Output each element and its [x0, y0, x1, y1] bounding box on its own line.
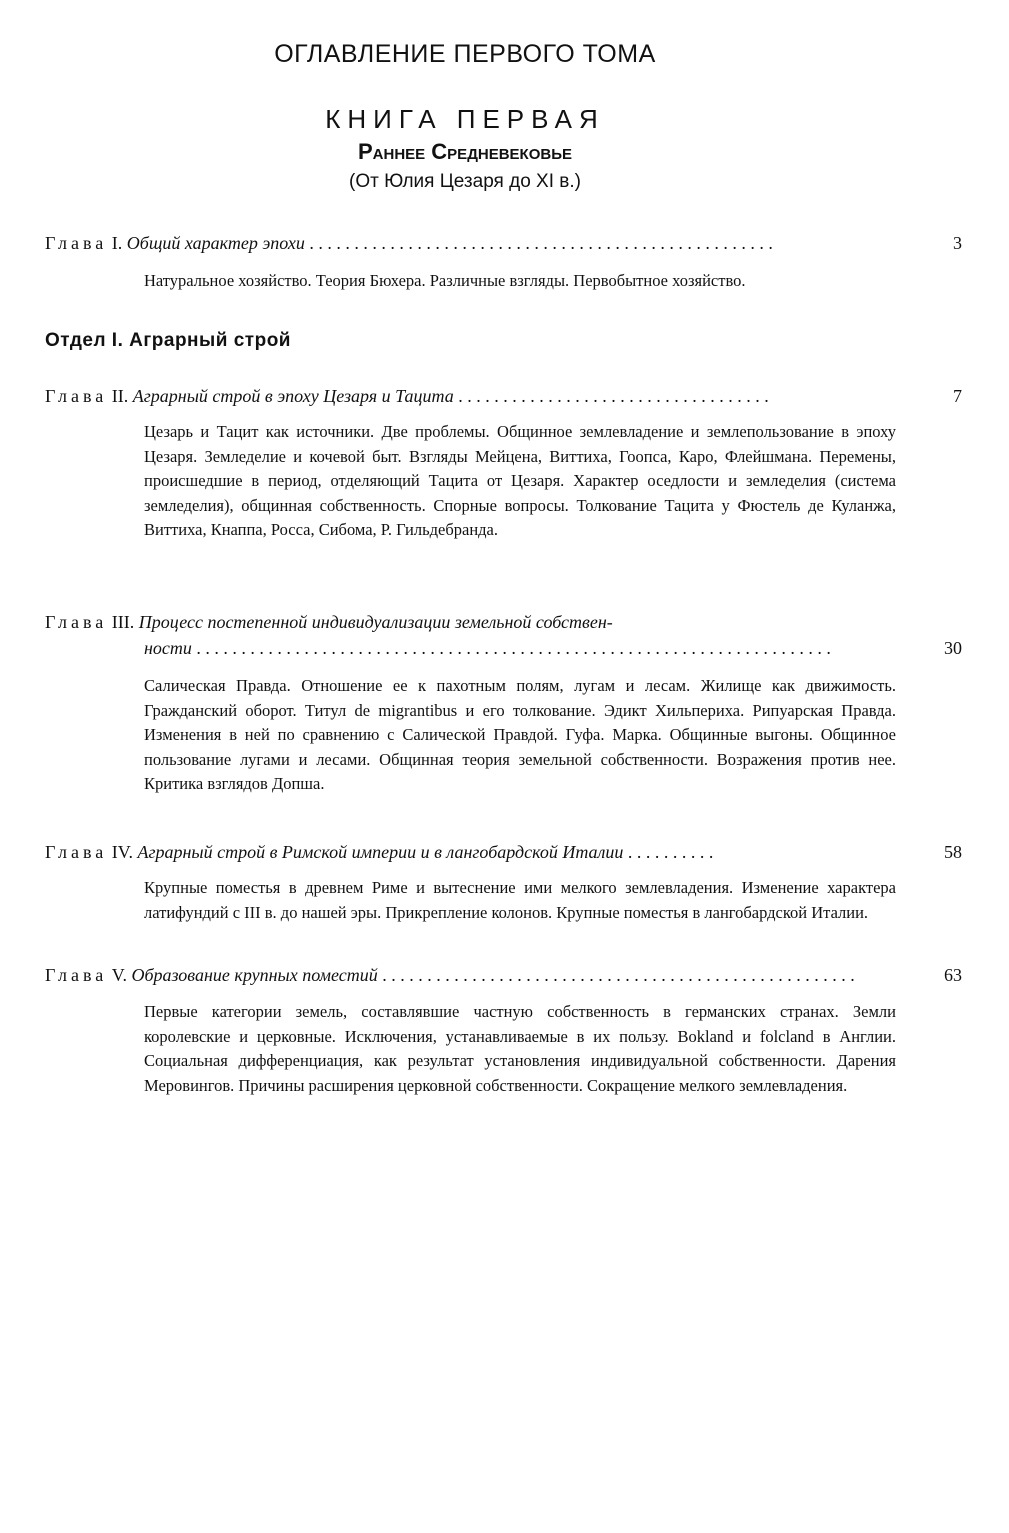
- chapter-number: V.: [111, 965, 127, 985]
- dot-leader: . . . . . . . . . . . . . . . . . . . . . . . . . . . . . . . . . . .: [458, 386, 769, 406]
- chapter-title: Аграрный строй в Римской империи и в лангобардской Италии: [137, 842, 624, 862]
- chapter-entry-4[interactable]: [45, 840, 900, 864]
- book-period: (От Юлия Цезаря до XI в.): [349, 171, 581, 192]
- chapter-number: II.: [111, 386, 129, 406]
- chapter-word: Глава: [45, 612, 108, 632]
- chapter-title: Общий характер эпохи: [126, 233, 305, 253]
- chapter-number: I.: [111, 233, 123, 253]
- chapter-entry-3-cont[interactable]: [144, 636, 900, 660]
- chapter-word: Глава: [45, 965, 108, 985]
- book-subtitle: Раннее Средневековье: [358, 139, 572, 164]
- chapter-title: Аграрный строй в эпоху Цезаря и Тацита: [132, 386, 454, 406]
- chapter-title: Образование крупных поместий: [131, 965, 378, 985]
- book-title: КНИГА ПЕРВАЯ: [325, 104, 605, 134]
- chapter-page-number: 63: [944, 965, 962, 985]
- chapter-entry-5[interactable]: [45, 963, 900, 987]
- chapter-word: Глава: [45, 842, 108, 862]
- chapter-entry-3[interactable]: [45, 610, 900, 634]
- dot-leader: . . . . . . . . . . . . . . . . . . . . . . . . . . . . . . . . . . . . . . . . . . . . . . . . . . . .: [309, 233, 773, 253]
- dot-leader: . . . . . . . . . . . . . . . . . . . . . . . . . . . . . . . . . . . . . . . . . . . . . . . . . . . . .: [382, 965, 855, 985]
- chapter-title-cont: ности: [144, 638, 192, 658]
- chapter-page-number: 3: [953, 233, 962, 253]
- toc-title: ОГЛАВЛЕНИЕ ПЕРВОГО ТОМА: [274, 40, 656, 68]
- chapter-summary: Салическая Правда. Отношение ее к пахотным полям, лугам и лесам. Жилище как движимость. Гражданский оборот. Титул de migrantibus и его толкование. Эдикт Хильпериха. Рипуарская Правда. Изменения в ней по сравнению с Салической Правдой. Гуфа. Марка. Общинные выгоны. Общинное пользование лугами и лесами. Общинная теория земельной собственности. Возражения против нее. Критика взглядов Допша.: [144, 676, 896, 793]
- chapter-word: Глава: [45, 233, 108, 253]
- chapter-number: IV.: [111, 842, 133, 862]
- chapter-summary: Натуральное хозяйство. Теория Бюхера. Различные взгляды. Первобытное хозяйство.: [144, 271, 746, 290]
- section-heading: Отдел I. Аграрный строй: [45, 330, 291, 351]
- chapter-page-number: 30: [944, 638, 962, 658]
- chapter-summary: Первые категории земель, составлявшие частную собственность в германских странах. Земли королевские и церковные. Исключения, устанавливаемые в их пользу. Bokland и folcland в Англии. Социальная дифференциация, как результат установления индивидуальной собственности. Дарения Меровингов. Причины расширения церковной собственности. Сокращение мелкого землевладения.: [144, 1002, 896, 1095]
- chapter-summary: Крупные поместья в древнем Риме и вытеснение ими мелкого землевладения. Изменение характера латифундий с III в. до нашей эры. Прикрепление колонов. Крупные поместья в лангобардской Италии.: [144, 878, 896, 922]
- dot-leader: . . . . . . . . . .: [627, 842, 714, 862]
- chapter-page-number: 58: [944, 842, 962, 862]
- dot-leader: . . . . . . . . . . . . . . . . . . . . . . . . . . . . . . . . . . . . . . . . . . . . . . . . . . . . . . . . . . . . . . . . . . . . . . .: [196, 638, 831, 658]
- chapter-entry-2[interactable]: [45, 384, 900, 408]
- chapter-entry-1[interactable]: [45, 231, 900, 255]
- chapter-number: III.: [111, 612, 135, 632]
- chapter-title: Процесс постепенной индивидуализации земельной собствен-: [138, 612, 613, 632]
- chapter-word: Глава: [45, 386, 108, 406]
- chapter-summary: Цезарь и Тацит как источники. Две проблемы. Общинное землевладение и землепользование в эпоху Цезаря. Земледелие и кочевой быт. Взгляды Мейцена, Виттиха, Гоопса, Каро, Флейшмана. Перемены, происшедшие в период, отделяющий Тацита от Цезаря. Характер оседлости и земледелия (система земледелия), общинная собственность. Спорные вопросы. Толкование Тацита у Фюстель де Куланжа, Виттиха, Кнаппа, Росса, Сибома, Р. Гильдебранда.: [144, 422, 896, 539]
- chapter-page-number: 7: [953, 386, 962, 406]
